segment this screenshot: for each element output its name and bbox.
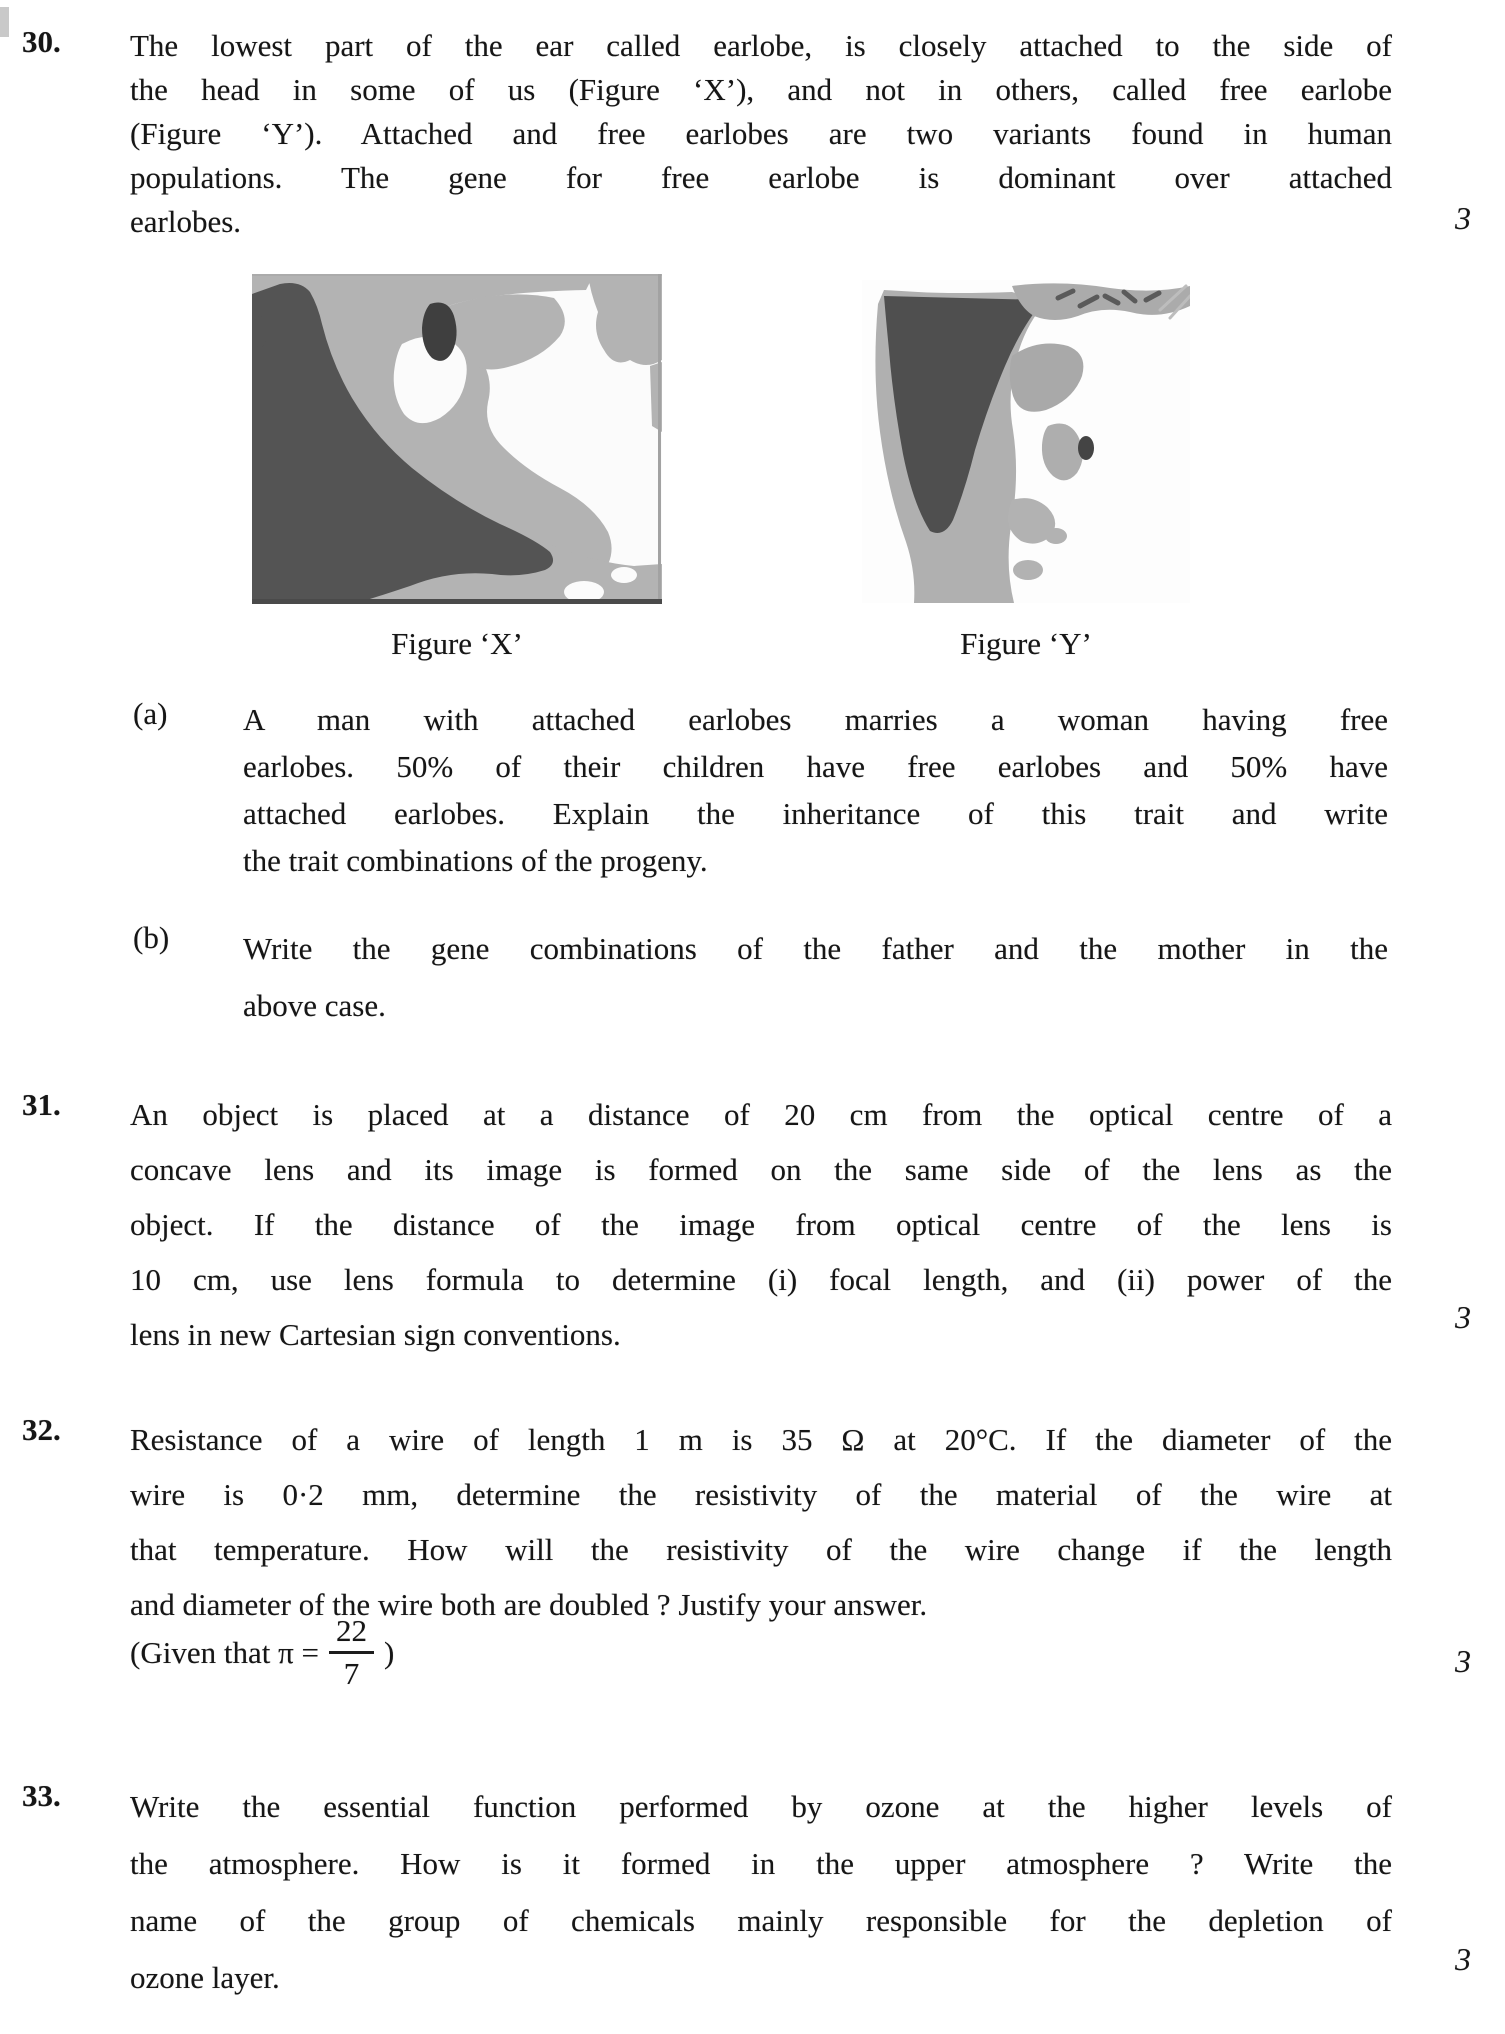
fraction-22-over-7 [329, 1615, 374, 1690]
figure-x-caption: Figure ‘X’ [391, 626, 523, 661]
question-31-number: 31. [22, 1087, 61, 1122]
question-31-line: lens in new Cartesian sign conventions. [130, 1317, 621, 1352]
question-33-marks: 3 [1455, 1941, 1471, 1977]
figure-x-image [252, 274, 662, 604]
question-32-text [130, 1412, 1392, 1632]
part-a-text [243, 696, 1388, 884]
figure-y-caption: Figure ‘Y’ [960, 626, 1092, 661]
attached-earlobe-illustration [252, 274, 662, 604]
question-33-line: Write the essential function performed by ozone at the higher levels of [130, 1789, 1392, 1824]
given-suffix: ) [383, 1634, 395, 1670]
question-31-line: object. If the distance of the image from optical centre of the lens is [130, 1207, 1392, 1242]
part-b-label: (b) [133, 920, 170, 955]
part-b-text [243, 920, 1388, 1034]
free-earlobe-illustration [862, 280, 1190, 603]
question-33-line: name of the group of chemicals mainly responsible for the depletion of [130, 1903, 1392, 1938]
question-30-marks: 3 [1455, 200, 1471, 236]
question-30-number: 30. [22, 24, 61, 59]
question-33-line: the atmosphere. How is it formed in the upper atmosphere ? Write the [130, 1846, 1392, 1881]
part-a-line: earlobes. 50% of their children have free earlobes and 50% have [243, 749, 1388, 784]
part-b-line: above case. [243, 988, 386, 1023]
part-a-label: (a) [133, 696, 168, 731]
given-pi-statement [130, 1615, 394, 1690]
question-33-line: ozone layer. [130, 1960, 280, 1995]
question-31-text [130, 1087, 1392, 1362]
figure-y-image [862, 280, 1190, 603]
question-32-line: and diameter of the wire both are doubled ? Justify your answer. [130, 1587, 928, 1622]
ear-canal-shadow [1078, 436, 1094, 460]
question-30-text [130, 24, 1392, 244]
question-33-text [130, 1778, 1392, 2006]
question-31-line: 10 cm, use lens formula to determine (i) focal length, and (ii) power of the [130, 1262, 1392, 1297]
question-30-line: earlobes. [130, 204, 242, 239]
part-a-line: the trait combinations of the progeny. [243, 843, 708, 878]
question-32-number: 32. [22, 1412, 61, 1447]
question-30-line: populations. The gene for free earlobe is dominant over attached [130, 160, 1392, 195]
question-32-line: wire is 0·2 mm, determine the resistivity of the material of the wire at [130, 1477, 1392, 1512]
question-30-line: The lowest part of the ear called earlobe, is closely attached to the side of [130, 28, 1392, 63]
fraction-denominator: 7 [343, 1655, 360, 1691]
question-31-line: An object is placed at a distance of 20 cm from the optical centre of a [130, 1097, 1392, 1132]
part-b-line: Write the gene combinations of the father and the mother in the [243, 931, 1388, 966]
question-33-number: 33. [22, 1778, 61, 1813]
question-30-line: (Figure ‘Y’). Attached and free earlobes are two variants found in human [130, 116, 1392, 151]
given-prefix: (Given that π = [130, 1634, 319, 1670]
question-31-marks: 3 [1455, 1299, 1471, 1335]
question-31-line: concave lens and its image is formed on the same side of the lens as the [130, 1152, 1392, 1187]
part-a-line: A man with attached earlobes marries a woman having free [243, 702, 1388, 737]
question-32-marks: 3 [1455, 1643, 1471, 1679]
fraction-numerator: 22 [329, 1615, 374, 1654]
scan-edge-artifact [0, 7, 9, 37]
question-32-line: Resistance of a wire of length 1 m is 35 Ω at 20°C. If the diameter of the [130, 1422, 1392, 1457]
part-a-line: attached earlobes. Explain the inheritance of this trait and write [243, 796, 1388, 831]
question-30-line: the head in some of us (Figure ‘X’), and not in others, called free earlobe [130, 72, 1392, 107]
question-32-line: that temperature. How will the resistivity of the wire change if the length [130, 1532, 1392, 1567]
